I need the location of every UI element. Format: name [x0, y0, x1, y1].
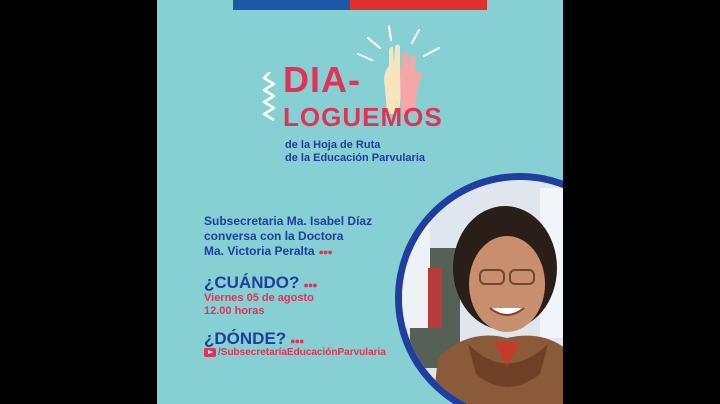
guest-line-3-wrap — [204, 244, 372, 260]
guest-line-3: Ma. Victoria Peralta — [204, 244, 315, 258]
guest-line-1: Subsecretaria Ma. Isabel Díaz — [204, 214, 373, 228]
guest-line-2: conversa con la Doctora — [204, 229, 344, 243]
dots-decoration: ●●● — [290, 336, 304, 346]
subtitle-line-1: de la Hoja de Ruta — [285, 139, 381, 151]
title-line-1: DIA- — [283, 59, 361, 100]
guest-portrait-photo — [390, 168, 563, 404]
youtube-channel-link[interactable] — [204, 347, 386, 358]
where-question: ¿DÓNDE? — [204, 329, 287, 348]
guest-description — [204, 214, 372, 260]
title-line-2: LOGUEMOS — [283, 102, 443, 132]
subtitle-line-2: de la Educación Parvularia — [285, 152, 426, 164]
youtube-icon — [204, 348, 216, 357]
when-question: ¿CUÁNDO? — [204, 273, 300, 292]
where-heading — [204, 330, 303, 347]
zigzag-decoration-icon — [262, 72, 278, 124]
flag-red-stripe — [350, 0, 487, 10]
event-time: 12.00 horas — [204, 305, 265, 317]
flag-blue-stripe — [233, 0, 350, 10]
youtube-channel-name[interactable]: /SubsecretaríaEducaciónParvularia — [218, 347, 386, 358]
event-date: Viernes 05 de agosto — [204, 292, 314, 304]
raised-hands-icon — [353, 16, 448, 116]
event-poster — [157, 0, 563, 404]
dots-decoration: ●●● — [303, 280, 317, 290]
when-heading — [204, 274, 317, 291]
dots-decoration: ●●● — [318, 247, 332, 257]
